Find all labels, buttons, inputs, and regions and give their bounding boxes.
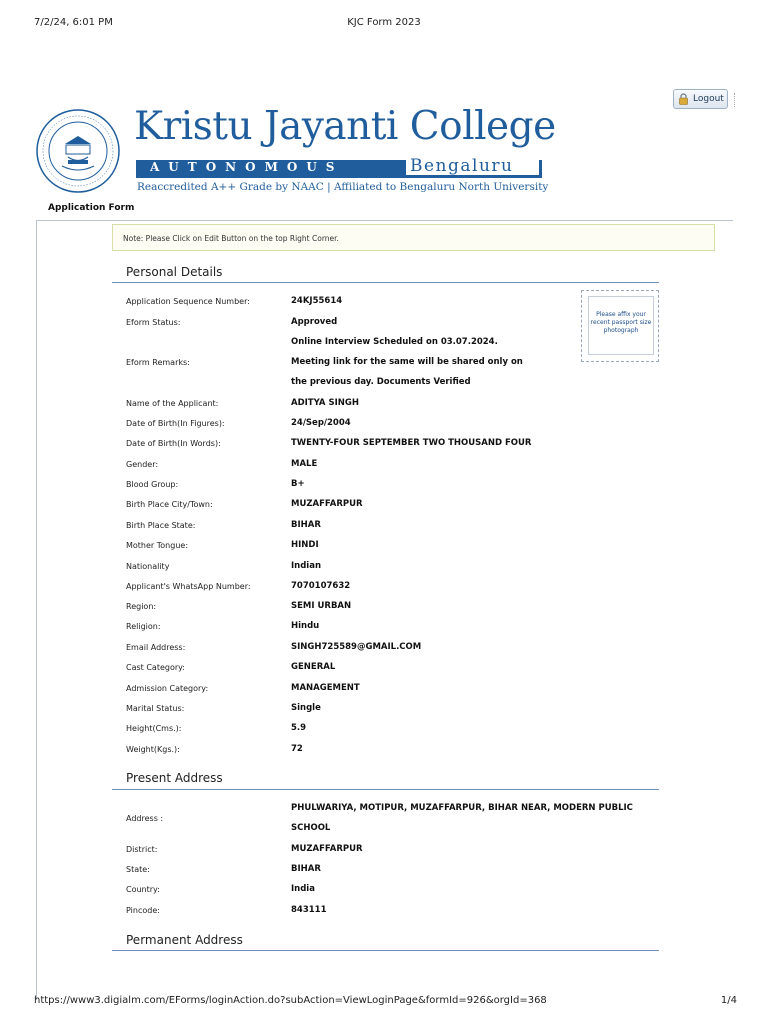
photo-placeholder-text: Please affix your recent passport size photograph [588, 296, 654, 355]
field-value: SINGH725589@GMAIL.COM [291, 642, 422, 652]
field-label: Country: [126, 885, 160, 894]
section-rule-permanent-address [112, 950, 659, 951]
brand-bar-end [539, 160, 542, 175]
field-value: SEMI URBAN [291, 601, 352, 611]
field-value: B+ [291, 479, 305, 489]
application-form-heading: Application Form [48, 203, 135, 213]
section-title-present-address: Present Address [126, 771, 223, 785]
field-value-line: Meeting link for the same will be shared only on [291, 357, 523, 367]
field-value: HINDI [291, 540, 319, 550]
field-value: BIHAR [291, 864, 321, 874]
section-title-permanent-address: Permanent Address [126, 933, 243, 947]
field-value-line: SCHOOL [291, 823, 331, 833]
field-label: Date of Birth(In Figures): [126, 419, 225, 428]
field-label: Applicant's WhatsApp Number: [126, 582, 251, 591]
print-url: https://www3.digialm.com/EForms/loginAction.do?subAction=ViewLoginPage&formId=926&orgId=368 [34, 995, 547, 1006]
section-rule-present-address [112, 789, 659, 790]
field-value: BIHAR [291, 520, 321, 530]
autonomous-band: AUTONOMOUS [136, 160, 406, 175]
brand-bar [136, 156, 542, 178]
field-value: Indian [291, 561, 321, 571]
field-label: Admission Category: [126, 684, 209, 693]
accreditation-tagline: Reaccredited A++ Grade by NAAC | Affiliated to Bengaluru North University [137, 181, 549, 193]
logout-button[interactable] [673, 89, 728, 109]
note-box: Note: Please Click on Edit Button on the top Right Corner. [112, 224, 715, 251]
field-label: Eform Remarks: [126, 358, 190, 367]
field-label: Marital Status: [126, 704, 185, 713]
field-value: 24/Sep/2004 [291, 418, 351, 428]
field-label: Weight(Kgs.): [126, 745, 180, 754]
field-value: 24KJ55614 [291, 296, 343, 306]
field-value: Hindu [291, 621, 320, 631]
field-label: Birth Place State: [126, 521, 196, 530]
field-value: MALE [291, 459, 318, 469]
field-label: Email Address: [126, 643, 186, 652]
print-title: KJC Form 2023 [347, 17, 421, 28]
field-label: Religion: [126, 622, 161, 631]
field-label: Birth Place City/Town: [126, 500, 213, 509]
field-value: GENERAL [291, 662, 336, 672]
field-value: TWENTY-FOUR SEPTEMBER TWO THOUSAND FOUR [291, 438, 532, 448]
field-value: India [291, 884, 315, 894]
field-label: Address : [126, 814, 164, 823]
field-label: Mother Tongue: [126, 541, 189, 550]
field-label: Region: [126, 602, 157, 611]
field-value: MUZAFFARPUR [291, 844, 363, 854]
photo-placeholder [581, 290, 659, 362]
logout-label: Logout [693, 94, 724, 104]
field-value: 5.9 [291, 723, 307, 733]
print-page-number: 1/4 [720, 995, 737, 1006]
field-label: Date of Birth(In Words): [126, 439, 221, 448]
field-label: Nationality [126, 562, 170, 571]
college-city: Bengaluru [410, 156, 514, 176]
edge-marker [734, 93, 737, 107]
field-value: Single [291, 703, 321, 713]
section-rule-personal [112, 282, 659, 283]
field-label: District: [126, 845, 158, 854]
field-label: Gender: [126, 460, 159, 469]
field-value-line: the previous day. Documents Verified [291, 377, 471, 387]
field-value: ADITYA SINGH [291, 398, 359, 408]
field-label: Name of the Applicant: [126, 399, 219, 408]
field-label: Cast Category: [126, 663, 185, 672]
section-title-personal: Personal Details [126, 265, 223, 279]
college-name: Kristu Jayanti College [134, 104, 556, 149]
field-label: Blood Group: [126, 480, 179, 489]
field-value: 72 [291, 744, 303, 754]
field-value: Approved [291, 317, 338, 327]
college-seal-logo [35, 108, 121, 194]
lock-icon [678, 93, 689, 105]
print-date: 7/2/24, 6:01 PM [34, 17, 113, 28]
field-value-line: PHULWARIYA, MOTIPUR, MUZAFFARPUR, BIHAR NEAR, MODERN PUBLIC [291, 803, 633, 813]
field-label: Application Sequence Number: [126, 297, 250, 306]
field-value: MANAGEMENT [291, 683, 360, 693]
field-label: Height(Cms.): [126, 724, 182, 733]
field-label: State: [126, 865, 150, 874]
field-value: MUZAFFARPUR [291, 499, 363, 509]
field-label: Pincode: [126, 906, 160, 915]
field-label: Eform Status: [126, 318, 181, 327]
field-value-line: Online Interview Scheduled on 03.07.2024. [291, 337, 498, 347]
field-value: 843111 [291, 905, 327, 915]
field-value: 7070107632 [291, 581, 351, 591]
